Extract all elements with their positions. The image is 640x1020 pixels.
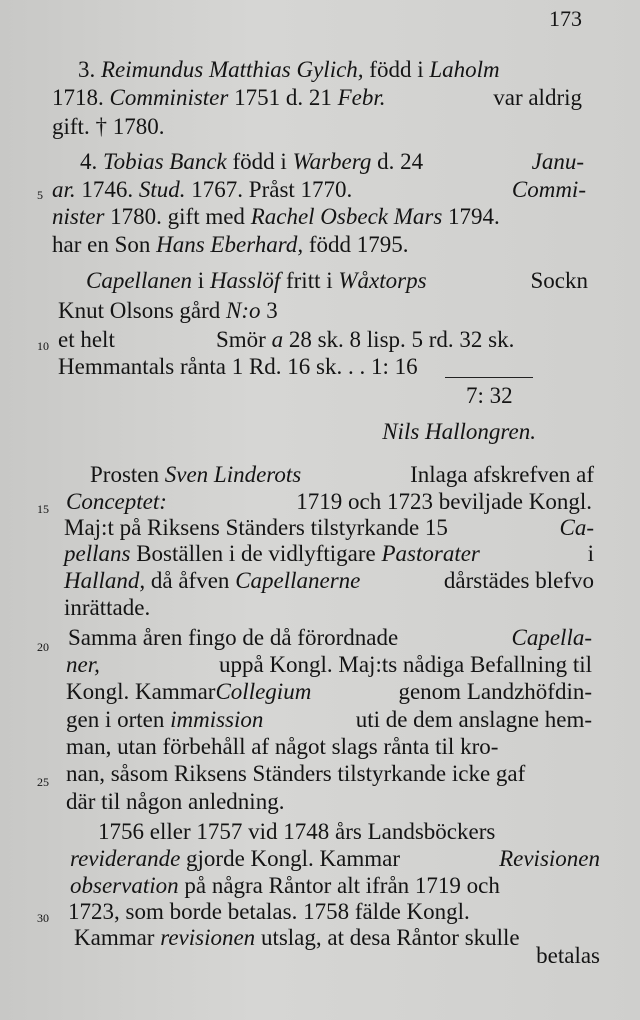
text-line: Capellanen i Hasslöf fritt i Wåxtorps Sockn [86, 268, 588, 293]
page-number: 173 [549, 6, 582, 31]
text-line: Conceptet: 1719 och 1723 beviljade Kongl. [66, 489, 592, 514]
text-line: 1718. Comminister 1751 d. 21 Febr. var aldrig [52, 85, 582, 110]
text-line: 7: 32 [466, 383, 513, 408]
text-line: ner, uppå Kongl. Maj:ts nådiga Befallning til [66, 652, 592, 677]
text-line: 1723, som borde betalas. 1758 fälde Kongl. [68, 899, 470, 924]
text-line: nan, såsom Riksens Ständers tilstyrkande icke gaf [66, 761, 526, 786]
sum-rule [445, 377, 533, 378]
line-number: 15 [37, 502, 49, 516]
text-line: et helt Smör a 28 sk. 8 lisp. 5 rd. 32 sk. [58, 327, 515, 352]
text-line: man, utan förbehåll af något slags rånta til kro- [66, 734, 499, 759]
line-number: 20 [37, 640, 49, 654]
signature-line: Nils Hallongren. [382, 419, 536, 444]
text-line: Prosten Sven Linderots Inlaga afskrefven af [90, 462, 594, 487]
line-number: 5 [37, 188, 43, 202]
text-line: reviderande gjorde Kongl. Kammar Revisionen [70, 846, 600, 871]
text-line: observation på några Råntor alt ifrån 1719 och [70, 873, 500, 898]
text-line: 1756 eller 1757 vid 1748 års Landsböckers [98, 819, 496, 844]
text-line: Kammar revisionen utslag, at desa Råntor skulle [74, 925, 520, 950]
line-number: 25 [37, 775, 49, 789]
text-line: gift. † 1780. [52, 114, 165, 139]
text-line: Maj:t på Riksens Ständers tilstyrkande 15 Ca- [64, 515, 594, 540]
text-line: nister 1780. gift med Rachel Osbeck Mars 1794. [52, 204, 500, 229]
text-line: Halland, då åfven Capellanerne dårstädes blefvo [64, 568, 594, 593]
text-line: Hemmantals rånta 1 Rd. 16 sk. . . 1: 16 [58, 354, 418, 379]
text-line: 3. Reimundus Matthias Gylich, född i Laholm [78, 57, 500, 82]
text-line: gen i orten immission uti de dem anslagne hem- [66, 707, 592, 732]
text-line: pellans Boställen i de vidlyftigare Pastorater i [64, 541, 594, 566]
text-line: betalas [536, 943, 600, 968]
text-line: inrättade. [64, 595, 151, 620]
text-line: där til någon anledning. [66, 789, 285, 814]
text-line: Kongl. KammarCollegium genom Landzhöfdin- [66, 679, 592, 704]
text-line: Samma åren fingo de då förordnade Capella- [68, 625, 592, 650]
text-line: Knut Olsons gård N:o 3 [58, 298, 278, 323]
line-number: 10 [37, 339, 49, 353]
text-line: ar. 1746. Stud. 1767. Pråst 1770. Commi- [52, 177, 586, 202]
line-number: 30 [37, 911, 49, 925]
text-line: 4. Tobias Banck född i Warberg d. 24 Janu- [80, 149, 584, 174]
text-line: har en Son Hans Eberhard, född 1795. [52, 232, 409, 257]
